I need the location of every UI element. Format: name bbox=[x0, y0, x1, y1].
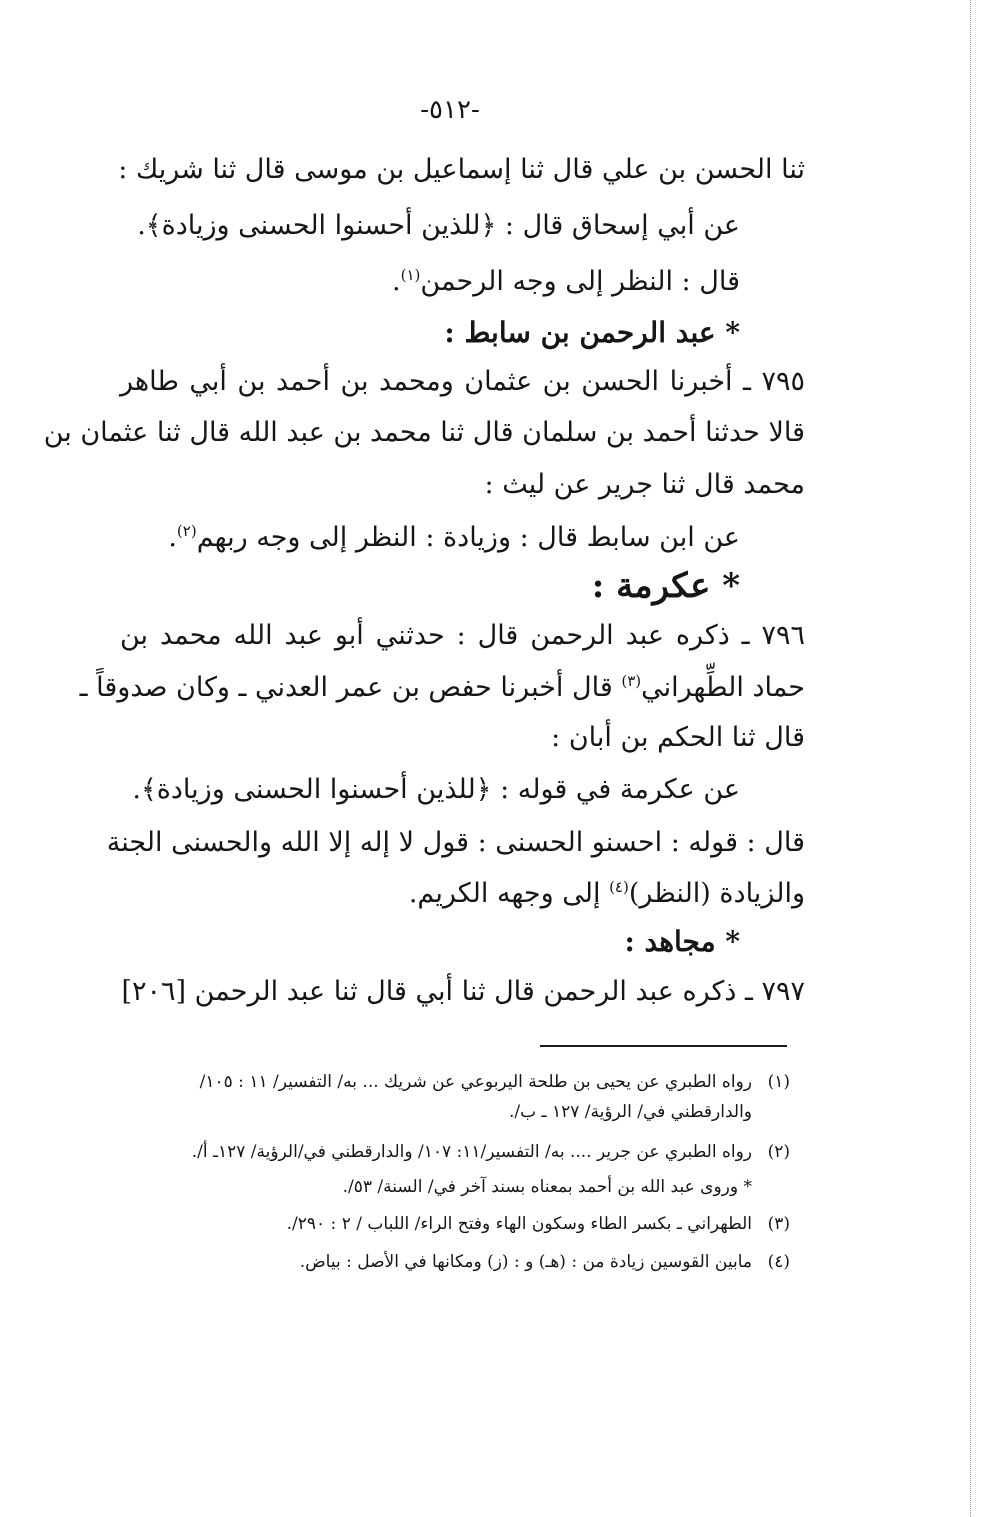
text-fragment: حماد الطِّهراني bbox=[641, 672, 805, 703]
period: . bbox=[168, 522, 177, 553]
footnote-number: (٣) bbox=[767, 1214, 790, 1234]
footnote-ref: (٣) bbox=[621, 672, 642, 690]
text-line: ٧٩٧ ـ ذكره عبد الرحمن قال ثنا أبي قال ثنا عبد الرحمن [٢٠٦] bbox=[121, 976, 805, 1007]
footnote bbox=[120, 1248, 790, 1276]
text-line: عن عكرمة في قوله : ﴿للذين أحسنوا الحسنى وزيادة﴾. bbox=[132, 774, 740, 805]
page-edge-rule bbox=[970, 0, 971, 1517]
text-fragment: قال : النظر إلى وجه الرحمن bbox=[420, 266, 740, 297]
footnote bbox=[120, 1210, 790, 1238]
text-fragment: عن ابن سابط قال : وزيادة : النظر إلى وجه ربهم bbox=[196, 522, 740, 553]
footnote bbox=[120, 1068, 790, 1096]
footnote-number: (١) bbox=[767, 1072, 790, 1092]
page-number: -٥١٢- bbox=[420, 95, 480, 125]
footnote bbox=[120, 1098, 752, 1126]
text-line: ٧٩٦ ـ ذكره عبد الرحمن قال : حدثني أبو عبد الله محمد بن bbox=[120, 620, 805, 651]
section-heading: * عبد الرحمن بن سابط : bbox=[444, 316, 740, 349]
text-line: ٧٩٥ ـ أخبرنا الحسن بن عثمان ومحمد بن أحمد بن أبي طاهر bbox=[120, 366, 805, 397]
text-line bbox=[120, 262, 740, 302]
footnote-text: والدارقطني في/ الرؤية/ ١٢٧ ـ ب/. bbox=[509, 1102, 752, 1122]
text-line bbox=[120, 518, 740, 558]
text-fragment: قال أخبرنا حفص بن عمر العدني ـ وكان صدوقاً ـ bbox=[79, 672, 613, 703]
footnote-text: مابين القوسين زيادة من : (هـ) و : (ز) ومكانها في الأصل : بياض. bbox=[299, 1252, 752, 1272]
text-fragment: إلى وجهه الكريم. bbox=[408, 878, 601, 909]
text-line: قالا حدثنا أحمد بن سلمان قال ثنا محمد بن عبد الله قال ثنا عثمان بن bbox=[43, 417, 805, 448]
footnote bbox=[120, 1173, 752, 1201]
text-line: عن أبي إسحاق قال : ﴿للذين أحسنوا الحسنى وزيادة﴾. bbox=[137, 210, 740, 241]
footnote bbox=[120, 1138, 790, 1166]
footnote-number: (٢) bbox=[767, 1142, 790, 1162]
footnote-text: * وروى عبد الله بن أحمد بمعناه بسند آخر في/ السنة/ ٥٣/. bbox=[342, 1177, 752, 1197]
footnote-ref: (١) bbox=[400, 266, 421, 284]
section-heading: * مجاهد : bbox=[624, 925, 740, 958]
footnote-divider bbox=[540, 1045, 787, 1047]
footnote-number: (٤) bbox=[767, 1252, 790, 1272]
text-fragment: والزيادة (النظر) bbox=[628, 878, 805, 909]
section-heading: * عكرمة : bbox=[591, 566, 740, 606]
text-line bbox=[79, 668, 805, 708]
text-line: ثنا الحسن بن علي قال ثنا إسماعيل بن موسى قال ثنا شريك : bbox=[118, 154, 805, 185]
text-line: قال : قوله : احسنو الحسنى : قول لا إله إلا الله والحسنى الجنة bbox=[106, 827, 805, 858]
text-line: قال ثنا الحكم بن أبان : bbox=[551, 722, 805, 753]
footnote-ref: (٤) bbox=[609, 878, 629, 896]
text-line: محمد قال ثنا جرير عن ليث : bbox=[484, 469, 805, 500]
footnote-text: رواه الطبري عن جرير .... به/ التفسير/١١: ١٠٧/ والدارقطني في/الرؤية/ ١٢٧ـ أ/. bbox=[191, 1142, 752, 1162]
footnote-text: رواه الطبري عن يحيى بن طلحة اليربوعي عن شريك ... به/ التفسير/ ١١ : ١٠٥/ bbox=[199, 1072, 752, 1092]
period: . bbox=[392, 266, 401, 297]
footnote-text: الطهراني ـ بكسر الطاء وسكون الهاء وفتح الراء/ اللباب / ٢ : ٢٩٠/. bbox=[286, 1214, 752, 1234]
text-line bbox=[120, 874, 805, 914]
footnote-ref: (٢) bbox=[176, 522, 197, 540]
